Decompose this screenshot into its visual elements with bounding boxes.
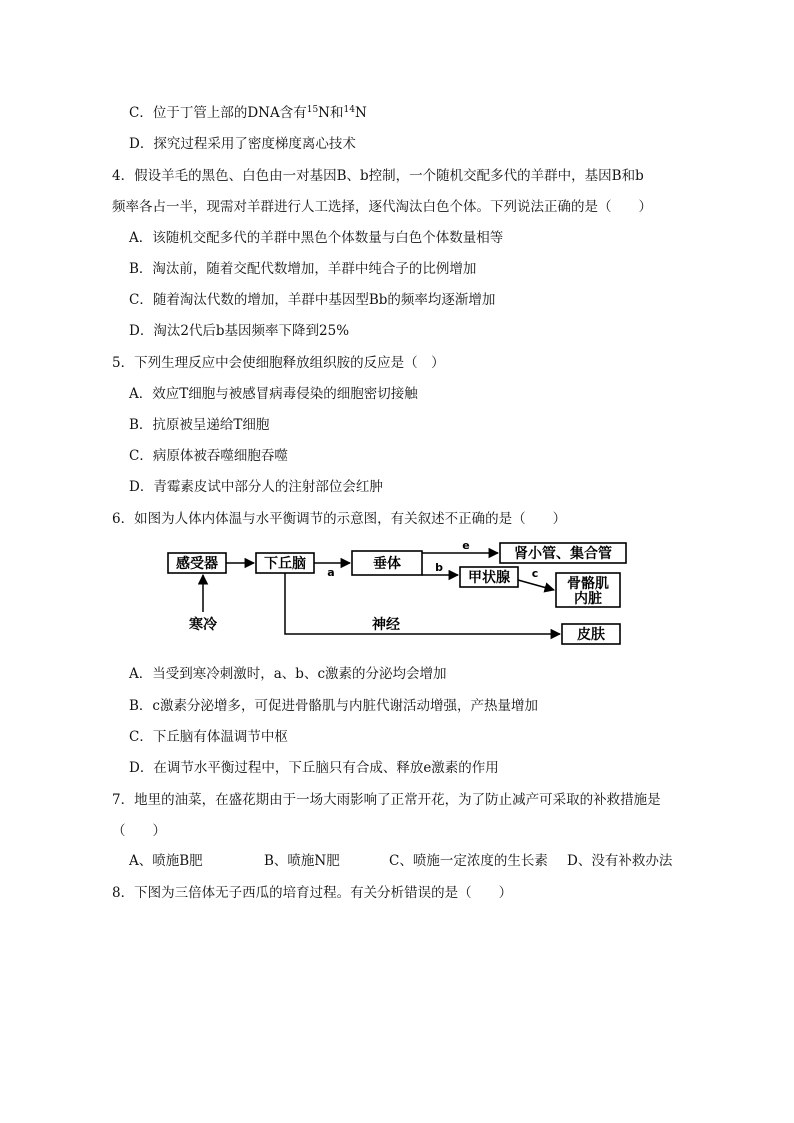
regulation-diagram — [150, 540, 640, 652]
q4-option-b: B．淘汰前，随着交配代数增加，羊群中纯合子的比例增加 — [129, 261, 477, 277]
q7-option-b: B、喷施N肥 — [264, 853, 340, 869]
label-nerve: 神经 — [372, 617, 400, 633]
q5-stem: 5．下列生理反应中会使细胞释放组织胺的反应是（ ） — [112, 355, 445, 371]
label-c: c — [531, 567, 539, 580]
label-pituitary: 垂体 — [373, 556, 401, 572]
q3-option-d: D．探究过程采用了密度梯度离心技术 — [129, 136, 356, 152]
q3-option-c: C．位于丁管上部的DNA含有$^{15}$N和$^{14}$N — [129, 105, 367, 121]
q6-option-c: C．下丘脑有体温调节中枢 — [129, 729, 288, 745]
label-cold: 寒冷 — [189, 617, 217, 633]
q5-option-b: B．抗原被呈递给T细胞 — [129, 417, 270, 433]
q4-stem-line2: 频率各占一半，现需对羊群进行人工选择，逐代淘汰白色个体。下列说法正确的是（ ） — [112, 199, 652, 215]
label-skin: 皮肤 — [577, 627, 605, 643]
label-receptor: 感受器 — [176, 556, 218, 572]
q4-stem-line1: 4．假设羊毛的黑色、白色由一对基因B、b控制，一个随机交配多代的羊群中，基因B和b — [112, 168, 644, 184]
q5-option-c: C．病原体被吞噬细胞吞噬 — [129, 448, 288, 464]
q6-option-b: B．c激素分泌增多，可促进骨骼肌与内脏代谢活动增强，产热量增加 — [129, 698, 538, 714]
label-e: e — [462, 540, 470, 552]
q6-option-d: D．在调节水平衡过程中，下丘脑只有合成、释放e激素的作用 — [129, 760, 499, 776]
q5-option-a: A．效应T细胞与被感冒病毒侵染的细胞密切接触 — [129, 386, 418, 402]
label-organ: 内脏 — [574, 591, 602, 607]
q7-option-a: A、喷施B肥 — [129, 853, 203, 869]
label-b: b — [435, 561, 443, 574]
q7-stem-line2: （ ） — [112, 823, 166, 839]
q5-option-d: D．青霉素皮试中部分人的注射部位会红肿 — [129, 479, 383, 495]
q7-stem-line1: 7．地里的油菜，在盛花期由于一场大雨影响了正常开花，为了防止减产可采取的补救措施是 — [112, 792, 661, 808]
q6-stem: 6．如图为人体内体温与水平衡调节的示意图，有关叙述不正确的是（ ） — [112, 511, 567, 527]
q7-option-d: D、没有补救办法 — [567, 853, 673, 869]
q4-option-c: C．随着淘汰代数的增加，羊群中基因型Bb的频率均逐渐增加 — [129, 292, 496, 308]
label-hypothalamus: 下丘脑 — [264, 556, 306, 572]
q4-option-a: A．该随机交配多代的羊群中黑色个体数量与白色个体数量相等 — [129, 230, 504, 246]
label-muscle: 骨骼肌 — [567, 576, 609, 592]
q4-option-d: D．淘汰2代后b基因频率下降到25% — [129, 323, 350, 339]
label-thyroid: 甲状腺 — [468, 570, 510, 586]
q7-option-c: C、喷施一定浓度的生长素 — [389, 853, 548, 869]
q8-stem: 8．下图为三倍体无子西瓜的培育过程。有关分析错误的是（ ） — [112, 885, 513, 901]
label-kidney: 肾小管、集合管 — [514, 546, 612, 562]
q6-option-a: A．当受到寒冷刺激时，a、b、c激素的分泌均会增加 — [129, 666, 447, 682]
arrow-c — [518, 580, 554, 590]
label-a: a — [327, 566, 335, 579]
